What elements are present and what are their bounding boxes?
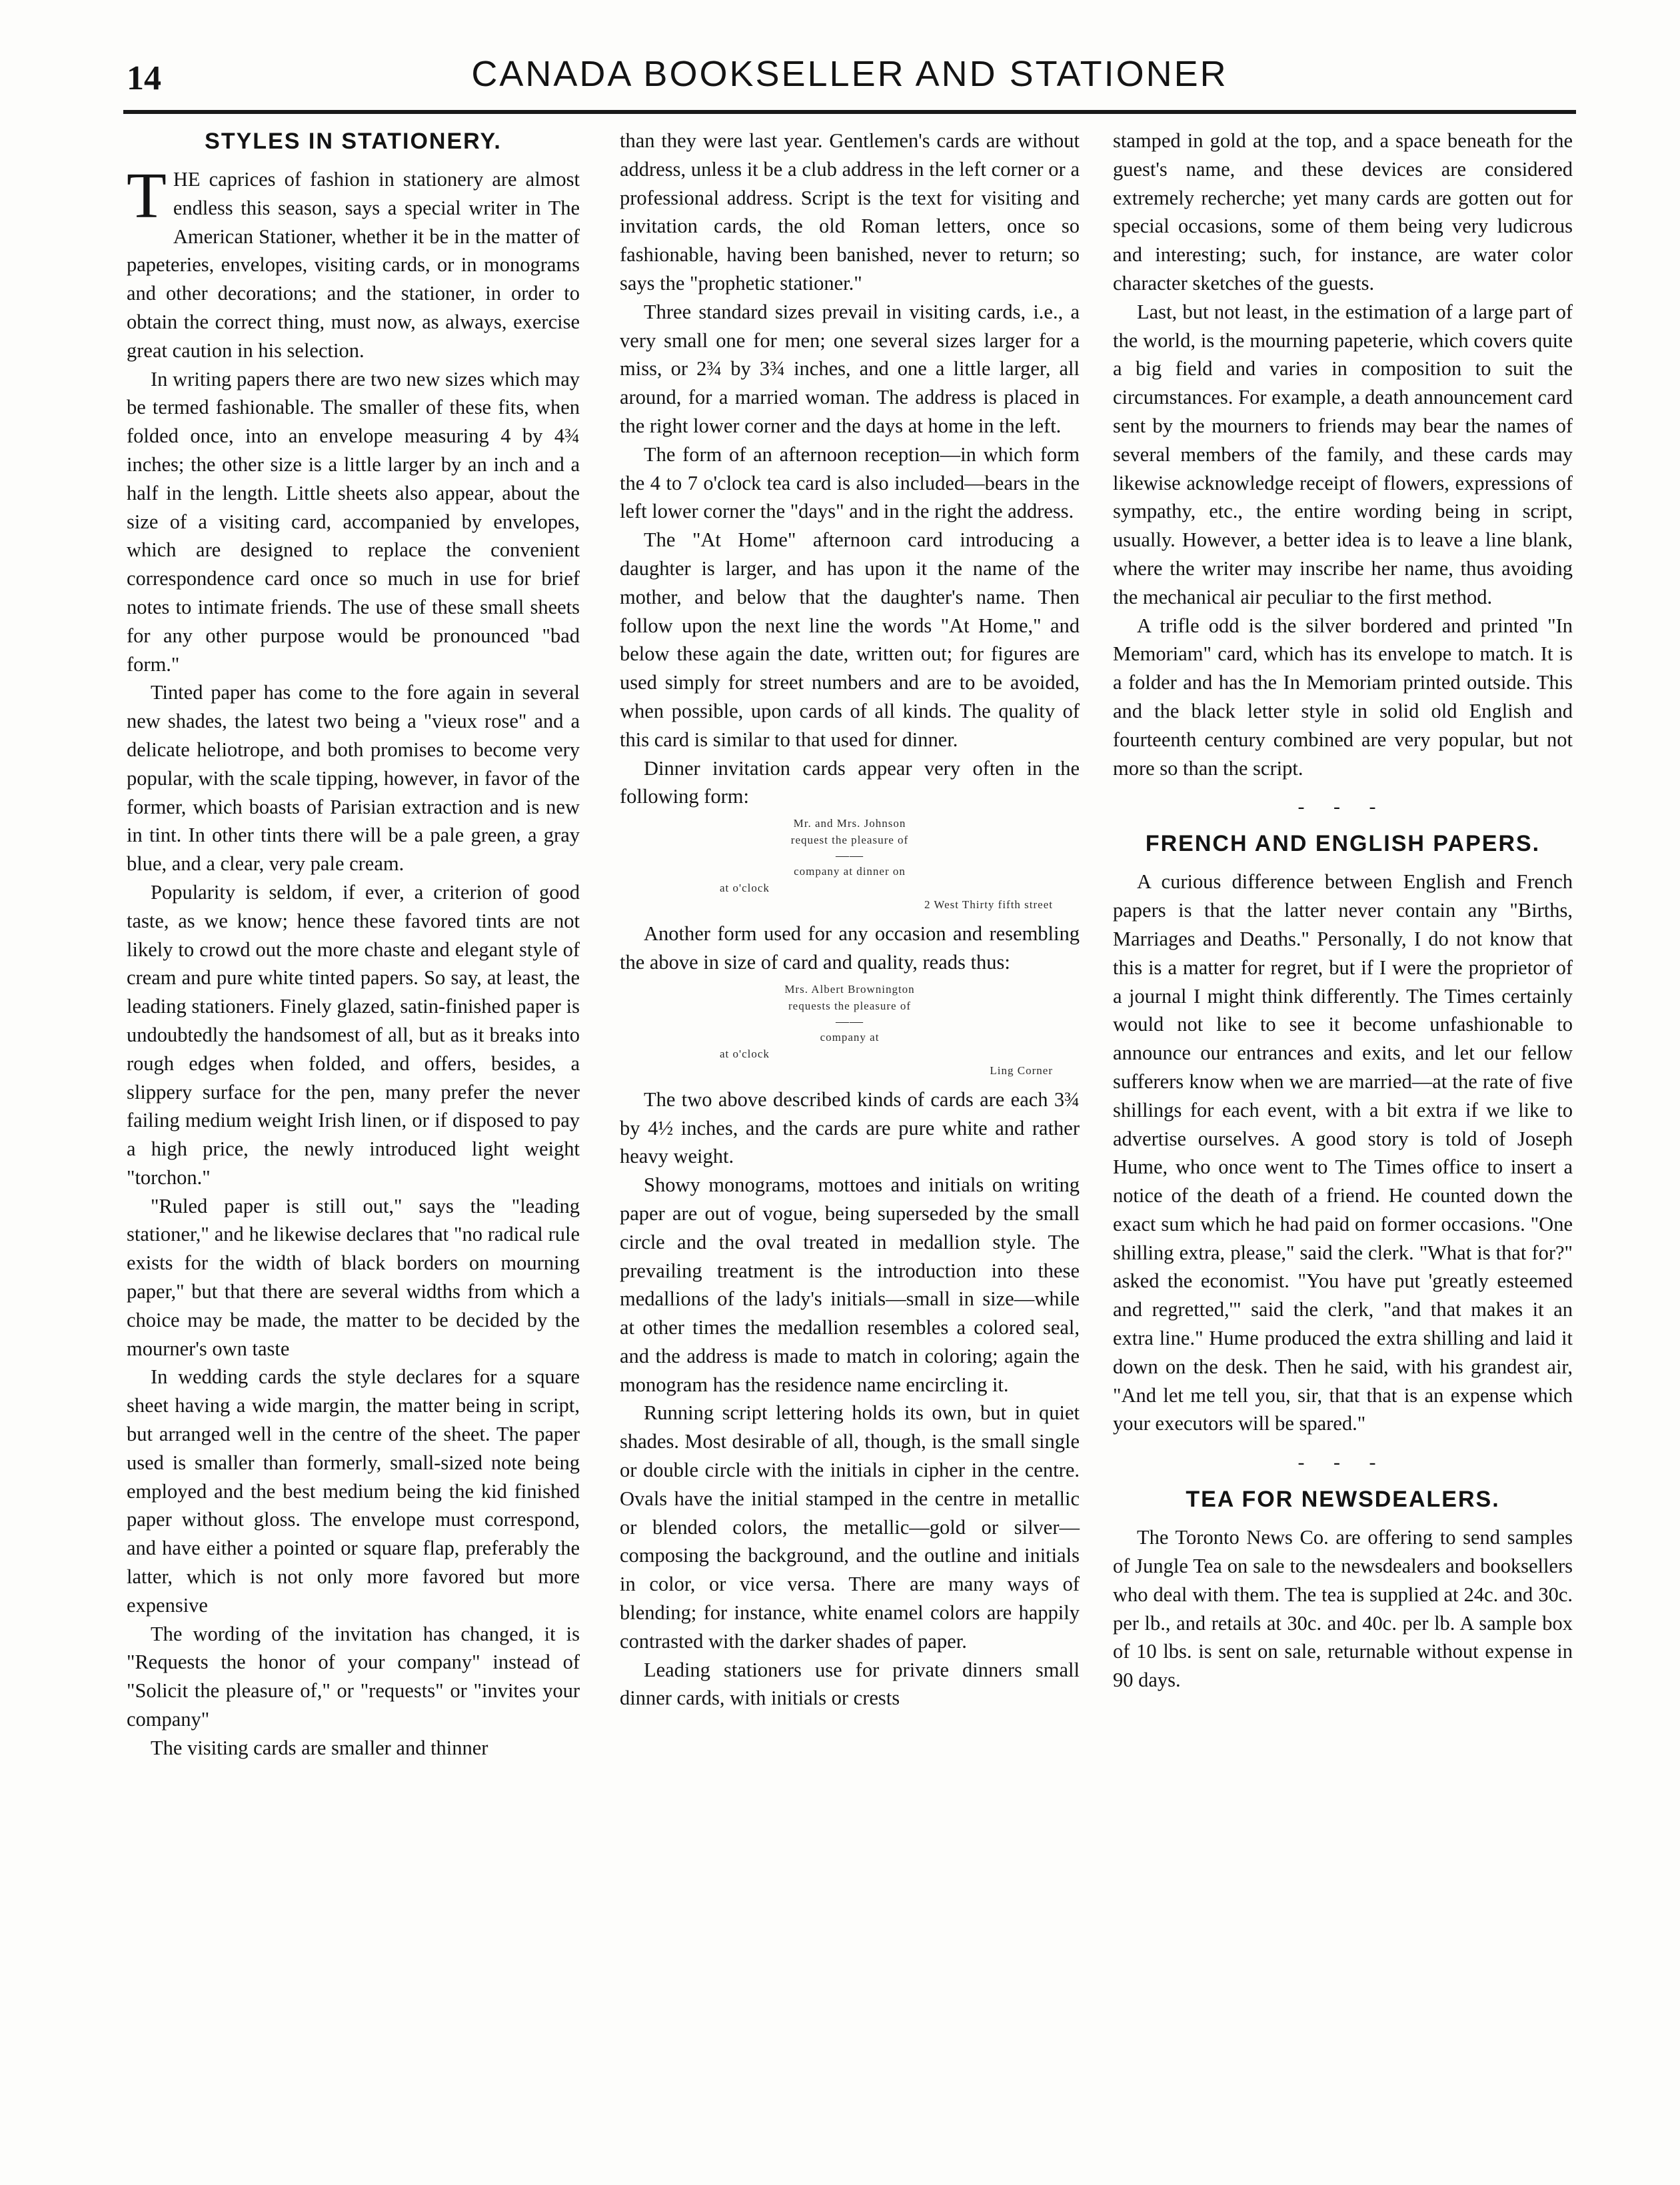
article-paragraph: In writing papers there are two new sizes which may be termed fashionable. The smaller of these fits, when folded once, into an envelope measuring 4 by 4¾ inches; the other size is a little larger by an inch and a half in the length. Little sheets also appear, about the size of a visiting card, accompanied by envelopes, which are designed to replace the convenient correspondence card once so much in use for brief notes to intimate friends. The use of these small sheets for any other purpose would be pronounced "bad form." xyxy=(127,367,580,676)
header-rule xyxy=(123,110,1576,114)
occasion-card-sample xyxy=(620,981,1080,1079)
page-header xyxy=(127,53,1573,107)
dinner-card-sample xyxy=(620,815,1080,913)
section-separator: - - - xyxy=(1297,1451,1388,1474)
card-line: 2 West Thirty fifth street xyxy=(924,898,1053,912)
article-paragraph: The two above described kinds of cards are each 3¾ by 4½ inches, and the cards are pure white and rather heavy weight. xyxy=(620,1088,1080,1168)
article-paragraph: "Ruled paper is still out," says the "leading stationer," and he likewise declares that "no radical rule exists for the width of black borders on mourning paper," but that there are several widths from which a choice may be made, the matter to be decided by the mourner's own taste xyxy=(127,1194,580,1360)
article-paragraph: Tinted paper has come to the fore again in several new shades, the latest two being a "vieux rose" and a delicate heliotrope, and both promises to become very popular, with the scale tipping, however, in favor of the former, which boasts of Parisian extraction and is new in tint. In other tints there will be a pale green, a gray blue, and a clear, very pale cream. xyxy=(127,681,580,876)
column-2 xyxy=(620,127,1080,1713)
card-rule: —— xyxy=(836,1014,864,1029)
card-rule: —— xyxy=(836,848,864,864)
article-paragraph: Another form used for any occasion and resembling the above in size of card and quality, reads thus: xyxy=(620,922,1080,974)
drop-cap: T xyxy=(127,160,167,232)
section-separator: - - - xyxy=(1297,796,1388,818)
article-paragraph: than they were last year. Gentlemen's cards are without address, unless it be a club address in the left corner or a professional address. Script is the text for visiting and invitation cards, the old Roman letters, once so fashionable, having been banished, never to return; so says the "prophetic stationer." xyxy=(620,129,1080,295)
card-line: requests the pleasure of xyxy=(788,999,912,1012)
card-line: Ling Corner xyxy=(990,1064,1053,1077)
article-paragraph: Leading stationers use for private dinners small dinner cards, with initials or crests xyxy=(620,1658,1080,1710)
article-paragraph: The "At Home" afternoon card introducing a daughter is larger, and has upon it the name of the mother, and below that the daughter's name. Then follow upon the next line the words "At Home," and below these again the date, written out; for figures are used simply for street numbers and are to be avoided, when possible, upon cards of all kinds. The quality of this card is similar to that used for dinner. xyxy=(620,528,1080,751)
column-3 xyxy=(1113,127,1573,1695)
paragraph-text: HE caprices of fashion in stationery are almost endless this season, says a special writer in The American Stationer, whether it be in the matter of papeteries, envelopes, visiting cards, or in monograms and other decorations; and the stationer, in order to obtain the correct thing, must now, as always, exercise great caution in his selection. xyxy=(127,168,580,362)
card-line: at o'clock xyxy=(720,1047,770,1060)
article-heading-tea-for-newsdealers: TEA FOR NEWSDEALERS. xyxy=(1186,1487,1500,1513)
article-paragraph: In wedding cards the style declares for a square sheet having a wide margin, the matter being in script, but arranged well in the centre of the sheet. The paper used is smaller than formerly, small-sized note being employed and the best medium being the kid finished paper without gloss. The envelope must correspond, and have either a pointed or square flap, preferably the latter, which is not only more favored but more expensive xyxy=(127,1365,580,1617)
article-paragraph: The form of an afternoon reception—in which form the 4 to 7 o'clock tea card is also included—bears in the left lower corner the "days" and in the right the address. xyxy=(620,442,1080,523)
article-paragraph: Dinner invitation cards appear very often in the following form: xyxy=(620,756,1080,808)
article-paragraph: The Toronto News Co. are offering to send samples of Jungle Tea on sale to the newsdealers and booksellers who deal with them. The tea is supplied at 24c. and 30c. per lb., and retails at 30c. and 40c. per lb. A sample box of 10 lbs. is sent on sale, returnable without expense in 90 days. xyxy=(1113,1526,1573,1692)
card-line: Mrs. Albert Brownington xyxy=(784,982,915,996)
article-paragraph: Popularity is seldom, if ever, a criterion of good taste, as we know; hence these favored tints are not likely to crowd out the more chaste and elegant style of cream and pure white tinted papers. So say, at least, the leading stationers. Finely glazed, satin-finished paper is undoubtedly the handsomest of all, but as it breaks into rough edges when folded, and offers, besides, a slippery surface for the pen, many prefer the never failing medium weight Irish linen, or if disposed to pay a high price, the newly introduced light weight "torchon." xyxy=(127,880,580,1189)
card-line: request the pleasure of xyxy=(790,834,909,847)
article-paragraph: Last, but not least, in the estimation of a large part of the world, is the mourning papeterie, which covers quite a big field and varies in composition to suit the circumstances. For example, a death announcement card sent by the mourners to friends may bear the names of several members of the family, and these cards may likewise acknowledge receipt of flowers, expressions of sympathy, etc., the entire wording being in script, usually. However, a better idea is to leave a line blank, where the writer may inscribe her name, thus avoiding the mechanical air peculiar to the first method. xyxy=(1113,300,1573,608)
article-paragraph: stamped in gold at the top, and a space beneath for the guest's name, and these devices are considered extremely recherche; yet many cards are gotten out for special occasions, some of them being very ludicrous and interesting; such, for instance, are water color character sketches of the guests. xyxy=(1113,129,1573,295)
card-line: at o'clock xyxy=(720,882,770,895)
article-paragraph: A curious difference between English and French papers is that the latter never contain any "Births, Marriages and Deaths." Personally, I do not know that this is a matter for regret, but if I were the proprietor of a journal I might think differently. The Times certainly would not like to see it become unfashionable to announce our entrances and exits, and let our fellow sufferers know when we are married—at the rate of five shillings for each event, with a bit extra if we like to advertise ourselves. A good story is told of Joseph Hume, who once went to The Times office to insert a notice of the death of a friend. He counted down the exact sum which he had paid on former occasions. "One shilling extra, please," said the clerk. "What is that for?" asked the economist. "You have put 'greatly esteemed and regretted,'" said the clerk, "and that makes it an extra line." Hume produced the extra shilling and laid it down on the desk. Then he said, with his grandest air, "And let me tell you, sir, that that is an expense which your executors will be spared." xyxy=(1113,870,1573,1435)
column-1 xyxy=(127,127,580,1763)
article-paragraph xyxy=(127,160,580,365)
article-paragraph: The visiting cards are smaller and thinner xyxy=(151,1736,488,1759)
article-heading-styles-in-stationery: STYLES IN STATIONERY. xyxy=(205,129,502,154)
article-paragraph: Running script lettering holds its own, but in quiet shades. Most desirable of all, though, is the small single or double circle with the initials in cipher in the centre. Ovals have the initial stamped in the centre in metallic or blended colors, the metallic—gold or silver—composing the background, and the outline and initials in color, or vice versa. There are many ways of blending; for instance, white enamel colors are happily contrasted with the darker shades of paper. xyxy=(620,1401,1080,1653)
card-line: Mr. and Mrs. Johnson xyxy=(793,817,906,830)
article-paragraph: Showy monograms, mottoes and initials on writing paper are out of vogue, being superseded by the small circle and the oval treated in medallion style. The prevailing treatment is the introduction into these medallions of the lady's initials—small in size—while at other times the medallion resembles a colored seal, and the address is made to match in coloring; again the monogram has the residence name encircling it. xyxy=(620,1173,1080,1396)
card-line: company at xyxy=(820,1030,880,1044)
page-number: 14 xyxy=(127,59,161,97)
article-paragraph: The wording of the invitation has changed, it is "Requests the honor of your company" instead of "Solicit the pleasure of," or "requests" or "invites your company" xyxy=(127,1622,580,1731)
masthead-title: CANADA BOOKSELLER AND STATIONER xyxy=(471,54,1228,94)
card-line: company at dinner on xyxy=(794,865,906,878)
article-paragraph: Three standard sizes prevail in visiting cards, i.e., a very small one for men; one several sizes larger for a miss, or 2¾ by 3¾ inches, and one a little larger, all around, for a married woman. The address is placed in the right lower corner and the days at home in the left. xyxy=(620,300,1080,437)
article-heading-french-and-english-papers: FRENCH AND ENGLISH PAPERS. xyxy=(1145,831,1541,857)
article-paragraph: A trifle odd is the silver bordered and printed "In Memoriam" card, which has its envelope to match. It is a folder and has the In Memoriam printed outside. This and the black letter style in solid old English and fourteenth century combined are very popular, but not more so than the script. xyxy=(1113,614,1573,780)
